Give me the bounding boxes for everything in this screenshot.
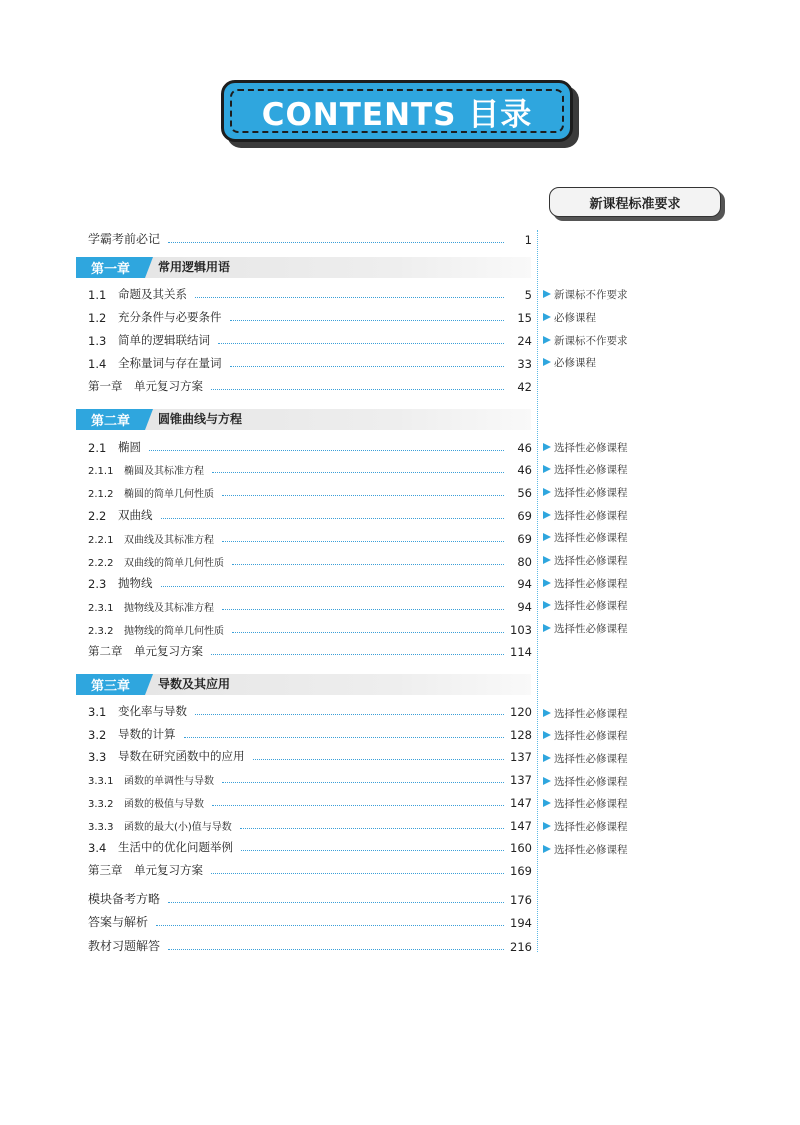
toc-entry[interactable]	[88, 528, 532, 546]
section-number: 2.3.2	[88, 626, 114, 637]
requirements-header: 新课程标准要求	[549, 187, 721, 217]
leader-dots	[211, 389, 504, 390]
requirement-text: 选择性必修课程	[554, 599, 628, 612]
leader-dots	[184, 737, 505, 738]
triangle-arrow-icon	[543, 799, 551, 807]
requirement-tag	[543, 287, 628, 301]
section-number: 2.1.1	[88, 466, 114, 477]
requirement-tag	[543, 842, 628, 856]
toc-entry-title: 函数的单调性与导数	[124, 776, 214, 787]
requirement-text: 选择性必修课程	[554, 622, 628, 635]
requirement-tag	[543, 333, 628, 347]
chapter-tag: 第一章	[76, 257, 145, 278]
section-number: 1.3	[88, 334, 107, 348]
chapter-title: 导数及其应用	[158, 677, 231, 691]
section-number: 3.1	[88, 705, 107, 719]
toc-entry[interactable]	[88, 596, 532, 614]
leader-dots	[212, 472, 504, 473]
chapter-1-header[interactable]	[76, 257, 531, 278]
leader-dots	[212, 805, 504, 806]
triangle-arrow-icon	[543, 313, 551, 321]
chapter-title: 圆锥曲线与方程	[158, 412, 243, 426]
toc-entry-page: 69	[517, 532, 532, 546]
toc-entry-title: 双曲线	[118, 508, 153, 522]
requirement-text: 选择性必修课程	[554, 554, 628, 567]
triangle-arrow-icon	[543, 624, 551, 632]
requirement-text: 选择性必修课程	[554, 707, 628, 720]
toc-entry-page: 160	[510, 841, 532, 855]
toc-entry-title: 抛物线的简单几何性质	[124, 626, 224, 637]
requirement-tag	[543, 485, 628, 499]
requirement-text: 选择性必修课程	[554, 752, 628, 765]
toc-entry-title: 椭圆及其标准方程	[124, 466, 204, 477]
chapter-3-header[interactable]	[76, 674, 531, 695]
leader-dots	[211, 873, 504, 874]
toc-entry-title: 函数的极值与导数	[124, 799, 204, 810]
section-number: 1.2	[88, 311, 107, 325]
toc-entry-title: 导数的计算	[118, 727, 176, 741]
toc-entry[interactable]	[88, 792, 532, 810]
leader-dots	[161, 586, 505, 587]
triangle-arrow-icon	[543, 822, 551, 830]
requirement-tag	[543, 355, 596, 369]
toc-entry-page: 137	[510, 750, 532, 764]
triangle-arrow-icon	[543, 465, 551, 473]
requirement-tag	[543, 598, 628, 612]
section-number: 3.2	[88, 728, 107, 742]
requirement-tag	[543, 462, 628, 476]
requirement-text: 选择性必修课程	[554, 577, 628, 590]
triangle-arrow-icon	[543, 290, 551, 298]
leader-dots	[230, 320, 505, 321]
toc-entry-page: 46	[517, 463, 532, 477]
toc-entry-title: 学霸考前必记	[88, 232, 161, 246]
toc-entry-page: 169	[510, 864, 532, 878]
requirement-text: 选择性必修课程	[554, 729, 628, 742]
toc-entry[interactable]	[88, 284, 532, 302]
section-number: 2.2	[88, 509, 107, 523]
toc-entry-page: 69	[517, 509, 532, 523]
requirement-tag	[543, 576, 628, 590]
section-number: 3.3	[88, 750, 107, 764]
toc-entry[interactable]	[88, 724, 532, 742]
leader-dots	[195, 714, 504, 715]
chapter-title: 常用逻辑用语	[158, 260, 231, 274]
leader-dots	[195, 297, 504, 298]
contents-banner	[221, 80, 573, 142]
toc-entry-page: 24	[517, 334, 532, 348]
section-number: 2.2.2	[88, 558, 114, 569]
toc-entry[interactable]	[88, 815, 532, 833]
toc-entry-page: 33	[517, 357, 532, 371]
toc-entry-page: 94	[517, 600, 532, 614]
toc-entry[interactable]	[88, 573, 532, 591]
toc-entry-title: 充分条件与必要条件	[118, 310, 222, 324]
toc-entry-title: 导数在研究函数中的应用	[118, 749, 245, 763]
requirement-text: 选择性必修课程	[554, 531, 628, 544]
toc-entry[interactable]	[88, 482, 532, 500]
leader-dots	[222, 782, 504, 783]
toc-entry-title: 答案与解析	[88, 915, 149, 929]
toc-entry-title: 椭圆的简单几何性质	[124, 489, 214, 500]
section-number: 1.1	[88, 288, 107, 302]
leader-dots	[149, 450, 504, 451]
toc-entry-page: 137	[510, 773, 532, 787]
toc-entry[interactable]	[88, 746, 532, 764]
toc-entry-page: 176	[510, 893, 532, 907]
toc-entry-title: 第一章 单元复习方案	[88, 379, 203, 393]
section-number: 2.3	[88, 577, 107, 591]
banner-dashed-frame	[230, 89, 564, 133]
toc-entry-review[interactable]	[88, 641, 532, 659]
toc-entry-title: 第二章 单元复习方案	[88, 644, 203, 658]
triangle-arrow-icon	[543, 443, 551, 451]
triangle-arrow-icon	[543, 777, 551, 785]
toc-entry-page: 80	[517, 555, 532, 569]
triangle-arrow-icon	[543, 556, 551, 564]
leader-dots	[156, 925, 504, 926]
requirement-tag	[543, 440, 628, 454]
triangle-arrow-icon	[543, 533, 551, 541]
triangle-arrow-icon	[543, 754, 551, 762]
toc-entry-page: 56	[517, 486, 532, 500]
leader-dots	[230, 366, 505, 367]
toc-entry-title: 函数的最大(小)值与导数	[124, 822, 232, 833]
leader-dots	[232, 632, 504, 633]
requirement-text: 新课标不作要求	[554, 334, 628, 347]
triangle-arrow-icon	[543, 336, 551, 344]
requirement-tag	[543, 796, 628, 810]
toc-entry-title: 抛物线	[118, 576, 153, 590]
leader-dots	[168, 902, 504, 903]
triangle-arrow-icon	[543, 601, 551, 609]
toc-entry-page: 147	[510, 796, 532, 810]
leader-dots	[253, 759, 505, 760]
leader-dots	[222, 541, 504, 542]
section-number: 3.3.1	[88, 776, 114, 787]
toc-entry-title: 变化率与导数	[118, 704, 187, 718]
toc-entry-title: 全称量词与存在量词	[118, 356, 222, 370]
requirement-text: 新课标不作要求	[554, 288, 628, 301]
requirement-text: 必修课程	[554, 311, 596, 324]
toc-entry-post[interactable]	[88, 936, 532, 954]
toc-entry-page: 103	[510, 623, 532, 637]
toc-entry-page: 114	[510, 645, 532, 659]
leader-dots	[241, 850, 504, 851]
triangle-arrow-icon	[543, 358, 551, 366]
toc-entry-title: 模块备考方略	[88, 892, 161, 906]
toc-entry[interactable]	[88, 551, 532, 569]
leader-dots	[211, 654, 504, 655]
section-number: 2.2.1	[88, 535, 114, 546]
requirement-text: 选择性必修课程	[554, 843, 628, 856]
toc-entry[interactable]	[88, 701, 532, 719]
toc-entry-pre[interactable]	[88, 229, 532, 247]
toc-entry-page: 5	[524, 288, 532, 302]
toc-entry-page: 216	[510, 940, 532, 954]
leader-dots	[222, 495, 504, 496]
leader-dots	[222, 609, 504, 610]
toc-entry-title: 双曲线的简单几何性质	[124, 558, 224, 569]
toc-entry[interactable]	[88, 437, 532, 455]
toc-entry-title: 命题及其关系	[118, 287, 187, 301]
toc-entry-review[interactable]	[88, 860, 532, 878]
requirement-tag	[543, 774, 628, 788]
toc-entry[interactable]	[88, 353, 532, 371]
toc-entry-page: 46	[517, 441, 532, 455]
requirement-text: 选择性必修课程	[554, 441, 628, 454]
toc-entry-page: 1	[524, 233, 532, 247]
column-separator	[537, 230, 538, 952]
requirement-tag	[543, 310, 596, 324]
toc-entry-page: 42	[517, 380, 532, 394]
requirement-text: 必修课程	[554, 356, 596, 369]
requirement-tag	[543, 621, 628, 635]
toc-entry-page: 94	[517, 577, 532, 591]
requirement-tag	[543, 530, 628, 544]
requirement-text: 选择性必修课程	[554, 820, 628, 833]
requirement-tag	[543, 728, 628, 742]
chapter-tag: 第三章	[76, 674, 145, 695]
triangle-arrow-icon	[543, 731, 551, 739]
toc-entry[interactable]	[88, 619, 532, 637]
contents-title: CONTENTS 目录	[261, 96, 533, 133]
toc-entry-title: 椭圆	[118, 440, 141, 454]
triangle-arrow-icon	[543, 511, 551, 519]
toc-entry-title: 简单的逻辑联结词	[118, 333, 210, 347]
toc-entry-title: 双曲线及其标准方程	[124, 535, 214, 546]
toc-entry-title: 生活中的优化问题举例	[118, 840, 233, 854]
requirement-text: 选择性必修课程	[554, 486, 628, 499]
leader-dots	[168, 949, 504, 950]
toc-entry[interactable]	[88, 769, 532, 787]
triangle-arrow-icon	[543, 579, 551, 587]
toc-entry-page: 120	[510, 705, 532, 719]
requirement-tag	[543, 706, 628, 720]
section-number: 3.4	[88, 841, 107, 855]
requirement-text: 选择性必修课程	[554, 775, 628, 788]
triangle-arrow-icon	[543, 488, 551, 496]
chapter-2-header[interactable]	[76, 409, 531, 430]
toc-entry-title: 抛物线及其标准方程	[124, 603, 214, 614]
leader-dots	[218, 343, 504, 344]
toc-entry-title: 教材习题解答	[88, 939, 161, 953]
toc-entry-page: 15	[517, 311, 532, 325]
requirement-text: 选择性必修课程	[554, 797, 628, 810]
section-number: 3.3.2	[88, 799, 114, 810]
triangle-arrow-icon	[543, 845, 551, 853]
requirement-text: 选择性必修课程	[554, 463, 628, 476]
requirement-tag	[543, 819, 628, 833]
triangle-arrow-icon	[543, 709, 551, 717]
toc-entry[interactable]	[88, 505, 532, 523]
section-number: 2.1.2	[88, 489, 114, 500]
toc-entry-review[interactable]	[88, 376, 532, 394]
toc-entry-post[interactable]	[88, 889, 532, 907]
toc-entry[interactable]	[88, 307, 532, 325]
section-number: 2.3.1	[88, 603, 114, 614]
toc-entry-page: 128	[510, 728, 532, 742]
toc-entry-page: 147	[510, 819, 532, 833]
requirement-tag	[543, 553, 628, 567]
requirement-text: 选择性必修课程	[554, 509, 628, 522]
requirement-tag	[543, 508, 628, 522]
toc-entry[interactable]	[88, 459, 532, 477]
toc-entry-title: 第三章 单元复习方案	[88, 863, 203, 877]
toc-entry[interactable]	[88, 837, 532, 855]
requirement-tag	[543, 751, 628, 765]
leader-dots	[168, 242, 504, 243]
leader-dots	[232, 564, 504, 565]
section-number: 1.4	[88, 357, 107, 371]
leader-dots	[161, 518, 505, 519]
toc-entry[interactable]	[88, 330, 532, 348]
section-number: 3.3.3	[88, 822, 114, 833]
chapter-tag: 第二章	[76, 409, 145, 430]
toc-entry-post[interactable]	[88, 912, 532, 930]
toc-entry-page: 194	[510, 916, 532, 930]
leader-dots	[240, 828, 504, 829]
section-number: 2.1	[88, 441, 107, 455]
